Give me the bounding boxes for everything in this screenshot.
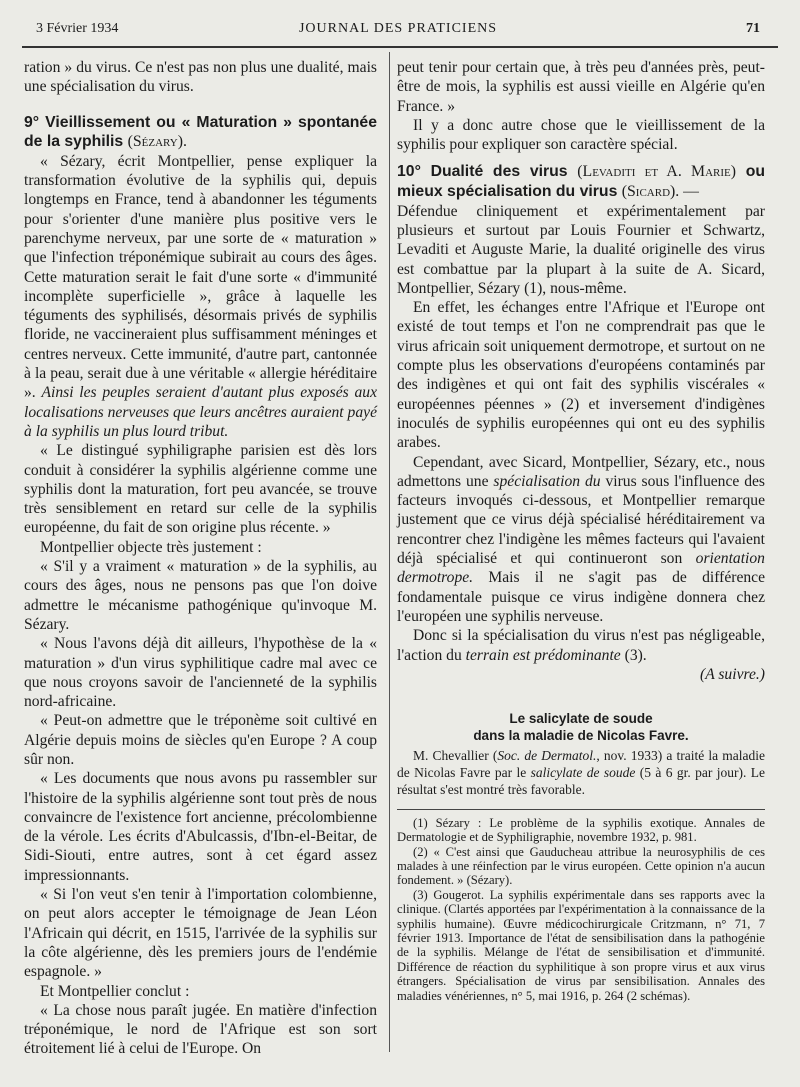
paragraph: « Les documents que nous avons pu rassembler sur l'histoire de la syphilis algérienne sont tout près de nous convaincre de l'existence fort ancienne, précolombienne de la vérole. Les écrits d'Abulcassis, d'Ibn-el-Beitar, de Sidi-Siouti, entre autres, sont à cet égard assez impressionnants. bbox=[24, 770, 377, 884]
paragraph-text: Donc si la spécialisation du virus n'est pas négligeable, l'action du bbox=[397, 627, 765, 664]
section-10-authors-b: (Sicard). — bbox=[621, 183, 699, 201]
journal-title: JOURNAL DES PRATICIENS bbox=[298, 21, 498, 36]
italic-text: salicylate de soude bbox=[530, 765, 636, 780]
running-header bbox=[36, 21, 760, 43]
footnote-2: (2) « C'est ainsi que Gauducheau attribue la neurosyphilis de ces malades à une réinfection par le virus européen. Cette opinion n'a aucun fondement. » (Sézary). bbox=[397, 844, 765, 888]
footnotes bbox=[397, 816, 765, 1003]
note-title-line-2: dans la maladie de Nicolas Favre. bbox=[473, 728, 689, 744]
italic-text: terrain est prédominante bbox=[465, 646, 621, 664]
paragraph: Il y a donc autre chose que le vieillissement de la syphilis pour expliquer son caractère spécial. bbox=[397, 116, 765, 154]
paragraph: « S'il y a vraiment « maturation » de la syphilis, au cours des âges, nous ne pensons pas que l'on doive admettre le mécanisme pathogénique qu'invoque M. Sézary. bbox=[24, 558, 377, 633]
paragraph: Défendue cliniquement et expérimentalement par plusieurs et surtout par Louis Fournier et Schwartz, Levaditi et Auguste Marie, la dualité originelle des virus est combattue par la plupart à la suite de A. Sicard, Montpellier, Sézary (1), nous-même. bbox=[397, 202, 765, 297]
page-number: 71 bbox=[746, 21, 760, 36]
to-be-continued: (A suivre.) bbox=[700, 665, 765, 683]
paragraph bbox=[397, 453, 765, 627]
footnote-3: (3) Gougerot. La syphilis expérimentale dans ses rapports avec la clinique. (Clartés apportées par l'expérimentation à la connaissance de la syphilis humaine). Œuvre médicochirurgicale Critzmann, n° 71, 7 février 1913. Importance de l'état de sensibilisation dans la pathogénie de la syphilis. Mélange de l'état de sensibilisation et d'immunité. Différence de réaction du syphilitique à son propre virus et aux virus étrangers. Spécialisation de virus par sensibilisation. Annales des maladies vénériennes, n° 5, mai 1916, p. 264 (2 schémas). bbox=[397, 887, 765, 1003]
section-9-title: 9° Vieillissement ou « Maturation » spontanée de la syphilis bbox=[24, 113, 377, 151]
paragraph: « Peut-on admettre que le tréponème soit cultivé en Algérie depuis moins de siècles qu'en Europe ? A coup sûr non. bbox=[24, 712, 377, 768]
note-paragraph bbox=[397, 748, 765, 799]
italic-text: orientation dermotrope. bbox=[397, 550, 765, 587]
note-title-line-1: Le salicylate de soude bbox=[509, 711, 653, 727]
paragraph: « Si l'on veut s'en tenir à l'importation colombienne, on peut alors accepter le témoignage de Jean Léon l'Africain qui décrit, en 1515, l'arrivée de la syphilis sur la côte algérienne, dès les premiers jours de l'endémie espagnole. » bbox=[24, 886, 377, 981]
paragraph-text: virus sous l'influence des facteurs invoqués ci-dessous, et Montpellier remarque justement que ce virus déjà spécialisé héréditairement va rencontrer chez l'indigène les mêmes facteurs qui l'avaient déjà spécialisé et qui continueront son bbox=[397, 472, 766, 568]
left-column bbox=[24, 58, 377, 1059]
italic-text: Soc. de Dermatol. bbox=[497, 748, 597, 764]
footnote-1: (1) Sézary : Le problème de la syphilis exotique. Annales de Dermatologie et de Syphiligraphie, novembre 1932, p. 981. bbox=[397, 815, 765, 845]
paragraph bbox=[24, 152, 377, 441]
paragraph-text: « Sézary, écrit Montpellier, pense expliquer la transformation évolutive de la syphilis qui, depuis longtemps en France, tend à abandonner les téguments pour s'orienter d'une manière plus positive vers le parenchyme nerveux, par une sorte de « maturation » que l'infection tréponémique subirait au cours des âges. Cette maturation serait le fait d'une sorte « d'immunité incomplète superficielle », grâce à laquelle les téguments des syphilisés, désormais privés de syphilis floride, ne vaccineraient plus suffisamment méninges et centres nerveux. Cette immunité, d'autre part, cantonnée à la peau, serait due à une véritable « allergie héréditaire ». bbox=[24, 152, 377, 402]
paragraph: « Le distingué syphiligraphe parisien est dès lors conduit à considérer la syphilis algérienne comme une syphilis dont la maturation, fort peu avancée, se trouve très sensiblement en retard sur celle de la syphilis européenne, du fait de son origine plus récente. » bbox=[24, 442, 377, 537]
note-text: (5 à 6 gr. par jour). Le résultat s'est montré très favorable. bbox=[397, 765, 765, 797]
section-10-authors-a: (Levaditi et A. Marie) bbox=[577, 163, 736, 181]
paragraph: En effet, les échanges entre l'Afrique et l'Europe ont existé de tout temps et l'on ne comprendrait pas que le virus africain soit uniquement dermotrope, et surtout on ne compte plus les observations d'européens contaminés par des indigènes et qui ont fait des syphilis viscérales « européennes péennes » (2) et inversement d'indigènes inoculés de syphilis européennes qui ont eu des syphilis arabes. bbox=[397, 299, 765, 452]
column-divider bbox=[389, 52, 390, 1052]
header-rule bbox=[22, 46, 778, 48]
paragraph-text: (3). bbox=[624, 646, 647, 664]
section-10-heading bbox=[397, 162, 765, 201]
section-10-title-b: ou mieux spécialisation du virus bbox=[397, 163, 765, 201]
paragraph-text: Mais il ne s'agit pas de différence fondamentale puisque ce virus indigène donnera chez l'européen une syphilis nerveuse. bbox=[397, 569, 766, 625]
italic-text: Ainsi les peuples seraient d'autant plus exposés aux localisations nerveuses que leurs ancêtres auraient payé à la syphilis un plus lourd tribut. bbox=[24, 384, 377, 440]
section-9-heading bbox=[24, 113, 377, 152]
continued-paragraph: peut tenir pour certain que, à très peu d'années près, peut-être de mois, la syphilis est aussi vieille en Algérie qu'en France. » bbox=[397, 59, 765, 115]
footnote-rule bbox=[397, 809, 765, 810]
section-9-author: (Sézary). bbox=[127, 133, 187, 151]
paragraph: « Nous l'avons déjà dit ailleurs, l'hypothèse de la « maturation » d'un virus syphilitique cadre mal avec ce que nous croyons savoir de l'ancienneté de la syphilis nord-africaine. bbox=[24, 635, 377, 711]
issue-date: 3 Février 1934 bbox=[36, 21, 119, 36]
section-10-title-a: 10° Dualité des virus bbox=[397, 163, 568, 181]
paragraph-text: Cependant, avec Sicard, Montpellier, Sézary, etc., nous admettons une bbox=[397, 453, 765, 490]
paragraph: Et Montpellier conclut : bbox=[40, 982, 190, 1000]
paragraph bbox=[397, 626, 765, 665]
intro-paragraph: ration » du virus. Ce n'est pas non plus une dualité, mais une spécialisation du virus. bbox=[24, 59, 377, 96]
right-column bbox=[397, 58, 765, 1003]
paragraph: Montpellier objecte très justement : bbox=[40, 538, 262, 556]
paragraph: « La chose nous paraît jugée. En matière d'infection tréponémique, le nord de l'Afrique est son sort étroitement lié à celui de l'Europe. On bbox=[24, 1001, 377, 1058]
note-text: M. Chevallier ( bbox=[413, 748, 498, 764]
italic-text: spécialisation du bbox=[493, 472, 601, 490]
note-text: , nov. 1933) a traité la maladie de Nicolas Favre par le bbox=[397, 748, 765, 780]
